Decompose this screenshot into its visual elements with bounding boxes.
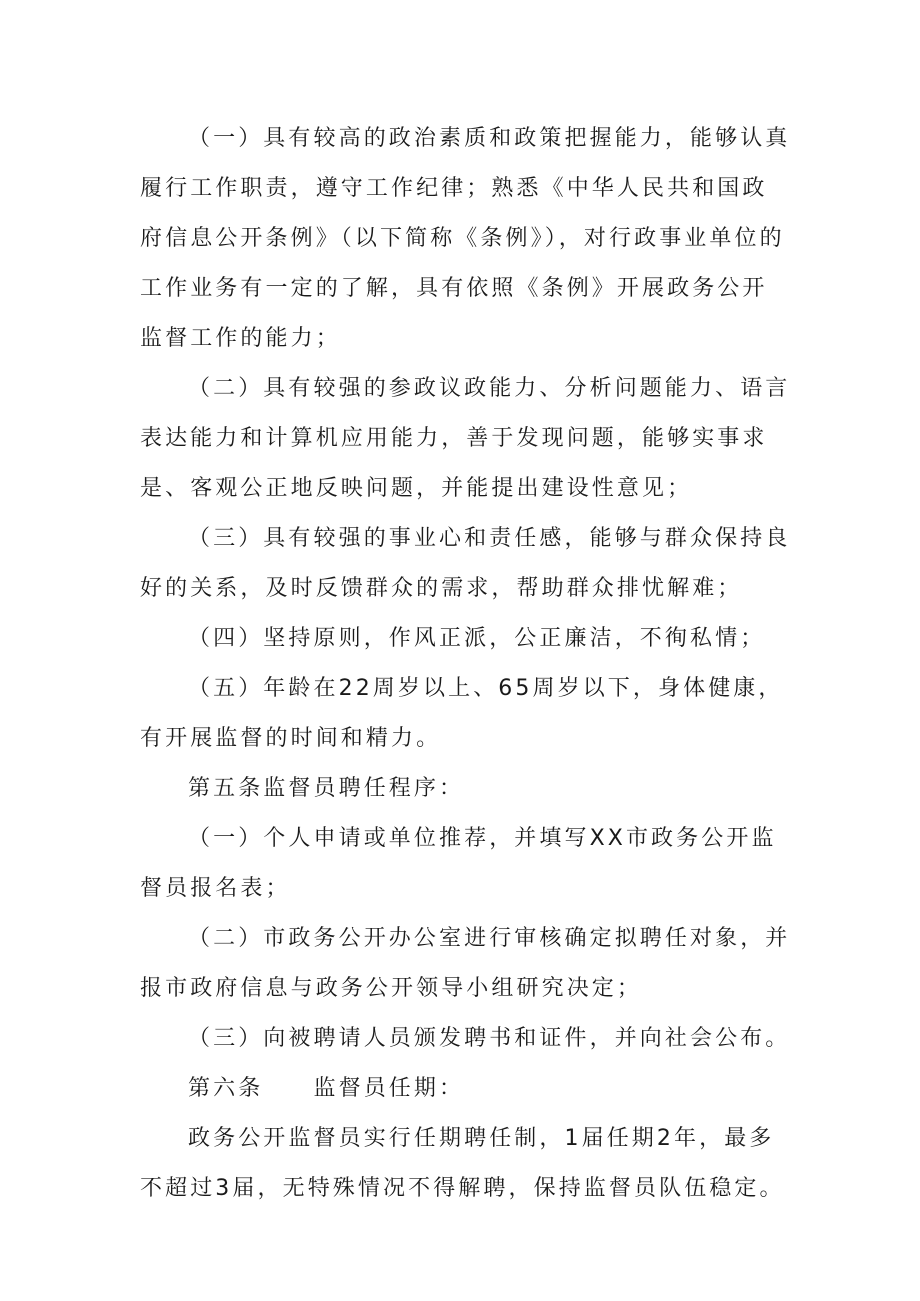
paragraph-qualification-5: （五）年龄在22周岁以上、65周岁以下，身体健康，有开展监督的时间和精力。 [140, 676, 784, 751]
article-5-heading: 第五条监督员聘任程序： [188, 776, 465, 801]
paragraph-procedure-2: （二）市政务公开办公室进行审核确定拟聘任对象，并报市政府信息与政务公开领导小组研究决定； [140, 926, 791, 1001]
paragraph-qualification-2: （二）具有较强的参政议政能力、分析问题能力、语言表达能力和计算机应用能力，善于发现问题，能够实事求是、客观公正地反映问题，并能提出建设性意见； [140, 376, 791, 501]
paragraph-procedure-3: （三）向被聘请人员颁发聘书和证件，并向社会公布。 [188, 1026, 791, 1051]
document-body [140, 114, 792, 1214]
paragraph-term-1: 政务公开监督员实行任期聘任制，1届任期2年，最多不超过3届，无特殊情况不得解聘，保持监督员队伍稳定。 [140, 1126, 785, 1201]
paragraph-qualification-1: （一）具有较高的政治素质和政策把握能力，能够认真履行工作职责，遵守工作纪律；熟悉《中华人民共和国政府信息公开条例》（以下简称《条例》），对行政事业单位的工作业务有一定的了解，具有依照《条例》开展政务公开监督工作的能力； [140, 126, 791, 351]
paragraph-procedure-1: （一）个人申请或单位推荐，并填写XX市政务公开监督员报名表； [140, 826, 777, 901]
paragraph-qualification-3: （三）具有较强的事业心和责任感，能够与群众保持良好的关系，及时反馈群众的需求，帮助群众排忧解难； [140, 526, 791, 601]
article-6-heading: 第六条 监督员任期： [188, 1076, 465, 1101]
paragraph-qualification-4: （四）坚持原则，作风正派，公正廉洁，不徇私情； [188, 626, 766, 651]
